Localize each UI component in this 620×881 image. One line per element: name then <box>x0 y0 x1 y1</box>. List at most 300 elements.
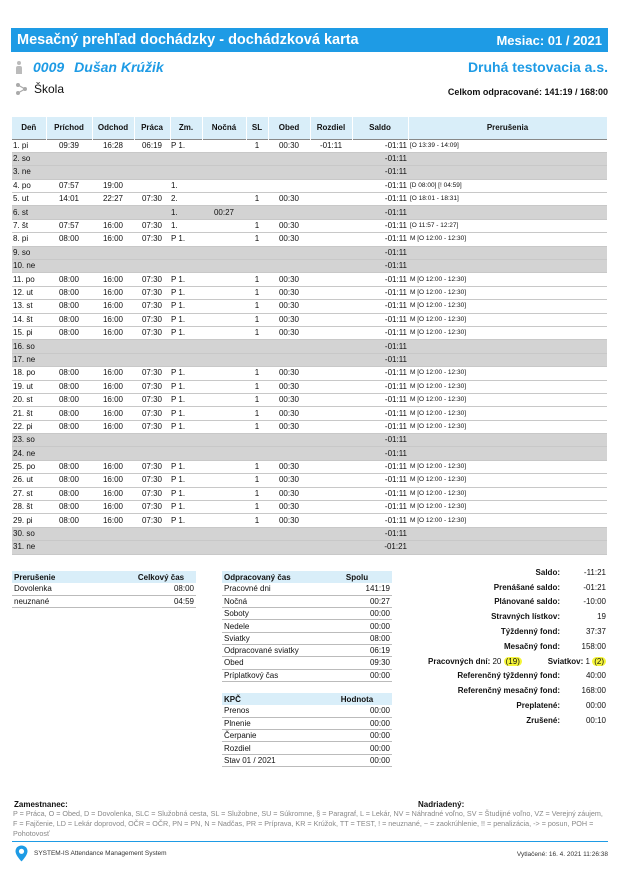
cell-lunch <box>268 447 310 460</box>
cell-in <box>46 260 92 273</box>
kpc-row <box>222 705 392 717</box>
cell-diff <box>310 474 352 487</box>
cell-day: 24. ne <box>12 447 46 460</box>
cell-night <box>202 514 246 527</box>
brand-text: SYSTEM-IS Attendance Management System <box>34 850 167 857</box>
cell-out: 19:00 <box>92 179 134 192</box>
cell-out: 16:00 <box>92 501 134 514</box>
attendance-table <box>12 117 608 555</box>
worked-value: 00:27 <box>322 595 392 607</box>
kpc-row <box>222 754 392 766</box>
cell-breaks <box>408 166 607 179</box>
cell-lunch: 00:30 <box>268 460 310 473</box>
cell-in <box>46 447 92 460</box>
cell-sl <box>246 527 268 540</box>
cell-lunch <box>268 166 310 179</box>
cell-out: 16:28 <box>92 139 134 152</box>
cell-diff <box>310 179 352 192</box>
cell-sl <box>246 166 268 179</box>
cell-shift <box>170 340 202 353</box>
cell-breaks <box>408 206 607 219</box>
cell-breaks <box>408 447 607 460</box>
cell-shift: P 1. <box>170 367 202 380</box>
cell-shift: 2. <box>170 193 202 206</box>
cell-saldo: -01:11 <box>352 286 408 299</box>
cell-day: 22. pi <box>12 420 46 433</box>
brand-footer <box>15 845 167 862</box>
cell-night <box>202 233 246 246</box>
worked-value: 06:19 <box>322 644 392 656</box>
cell-night <box>202 527 246 540</box>
cell-in <box>46 541 92 554</box>
cell-work: 07:30 <box>134 233 170 246</box>
worked-label: Obed <box>222 657 322 669</box>
cell-sl: 1 <box>246 193 268 206</box>
interruptions-row <box>12 595 196 607</box>
cell-breaks: [O 11:57 - 12:27] <box>408 219 607 232</box>
cell-work <box>134 152 170 165</box>
cell-breaks: M [O 12:00 - 12:30] <box>408 300 607 313</box>
cell-lunch: 00:30 <box>268 393 310 406</box>
cell-sl <box>246 260 268 273</box>
worked-header-name: Odpracovaný čas <box>222 571 322 583</box>
cell-diff: -01:11 <box>310 139 352 152</box>
summary-line <box>418 580 606 595</box>
cell-diff <box>310 260 352 273</box>
cell-sl: 1 <box>246 393 268 406</box>
summary-label: Referenčný týždenný fond: <box>457 671 560 681</box>
cell-night <box>202 326 246 339</box>
table-row <box>12 246 607 259</box>
cell-lunch <box>268 206 310 219</box>
cell-diff <box>310 447 352 460</box>
cell-sl <box>246 353 268 366</box>
cell-diff <box>310 219 352 232</box>
cell-saldo: -01:11 <box>352 380 408 393</box>
cell-sl <box>246 179 268 192</box>
cell-lunch: 00:30 <box>268 407 310 420</box>
cell-night <box>202 353 246 366</box>
cell-in: 08:00 <box>46 474 92 487</box>
cell-out <box>92 152 134 165</box>
cell-saldo: -01:11 <box>352 353 408 366</box>
kpc-value: 00:00 <box>322 730 392 742</box>
kpc-value: 00:00 <box>322 742 392 754</box>
cell-in: 08:00 <box>46 460 92 473</box>
cell-diff <box>310 286 352 299</box>
cell-in: 08:00 <box>46 286 92 299</box>
cell-breaks <box>408 434 607 447</box>
cell-lunch: 00:30 <box>268 367 310 380</box>
cell-diff <box>310 407 352 420</box>
cell-out <box>92 340 134 353</box>
cell-work: 07:30 <box>134 313 170 326</box>
cell-day: 14. št <box>12 313 46 326</box>
cell-diff <box>310 420 352 433</box>
cell-sl: 1 <box>246 367 268 380</box>
cell-day: 29. pi <box>12 514 46 527</box>
cell-diff <box>310 380 352 393</box>
worked-label: Sviatky <box>222 632 322 644</box>
cell-diff <box>310 501 352 514</box>
cell-breaks: [O 18:01 - 18:31] <box>408 193 607 206</box>
cell-shift: P 1. <box>170 380 202 393</box>
cell-work <box>134 434 170 447</box>
cell-diff <box>310 246 352 259</box>
worked-value: 00:00 <box>322 620 392 632</box>
cell-work: 07:30 <box>134 219 170 232</box>
cell-breaks: M [O 12:00 - 12:30] <box>408 420 607 433</box>
signature-row <box>14 800 608 809</box>
cell-out <box>92 206 134 219</box>
cell-day: 7. št <box>12 219 46 232</box>
cell-night <box>202 152 246 165</box>
interruptions-row <box>12 583 196 595</box>
cell-day: 31. ne <box>12 541 46 554</box>
table-row <box>12 326 607 339</box>
cell-in: 09:39 <box>46 139 92 152</box>
summary-value: 158:00 <box>581 641 606 651</box>
holidays-label: Sviatkov: <box>547 656 584 666</box>
footer-divider <box>12 841 608 842</box>
cell-diff <box>310 460 352 473</box>
cell-diff <box>310 367 352 380</box>
worked-row <box>222 620 392 632</box>
cell-out: 16:00 <box>92 474 134 487</box>
cell-shift: P 1. <box>170 420 202 433</box>
cell-shift <box>170 260 202 273</box>
cell-shift: P 1. <box>170 286 202 299</box>
table-row <box>12 514 607 527</box>
worked-row <box>222 608 392 620</box>
interruptions-table <box>12 571 196 608</box>
cell-out: 16:00 <box>92 393 134 406</box>
cell-breaks: M [O 12:00 - 12:30] <box>408 326 607 339</box>
summary-label: Referenčný mesačný fond: <box>457 686 560 696</box>
cell-diff <box>310 166 352 179</box>
table-row <box>12 447 607 460</box>
column-header: Odchod <box>92 117 134 139</box>
worked-value: 00:00 <box>322 669 392 681</box>
cell-in: 08:00 <box>46 487 92 500</box>
summary-value: 00:10 <box>585 715 606 725</box>
cell-saldo: -01:11 <box>352 206 408 219</box>
workdays-label: Pracovných dní: <box>428 656 491 666</box>
cell-saldo: -01:11 <box>352 219 408 232</box>
cell-in <box>46 246 92 259</box>
worked-label: Nočná <box>222 595 322 607</box>
cell-in: 08:00 <box>46 420 92 433</box>
cell-sl <box>246 447 268 460</box>
cell-diff <box>310 326 352 339</box>
cell-breaks: M [O 12:00 - 12:30] <box>408 367 607 380</box>
cell-day: 8. pi <box>12 233 46 246</box>
cell-shift: 1. <box>170 179 202 192</box>
table-header-row <box>12 117 607 139</box>
cell-out: 16:00 <box>92 367 134 380</box>
cell-saldo: -01:11 <box>352 434 408 447</box>
table-row <box>12 501 607 514</box>
cell-day: 2. so <box>12 152 46 165</box>
cell-night <box>202 313 246 326</box>
cell-out <box>92 447 134 460</box>
summary-line <box>418 565 606 580</box>
cell-saldo: -01:21 <box>352 541 408 554</box>
cell-out <box>92 353 134 366</box>
kpc-row <box>222 742 392 754</box>
cell-in: 08:00 <box>46 326 92 339</box>
cell-saldo: -01:11 <box>352 460 408 473</box>
cell-night <box>202 367 246 380</box>
cell-diff <box>310 233 352 246</box>
cell-breaks: M [O 12:00 - 12:30] <box>408 286 607 299</box>
cell-work: 07:30 <box>134 474 170 487</box>
worked-time-table <box>222 571 392 682</box>
cell-shift: P 1. <box>170 313 202 326</box>
cell-sl: 1 <box>246 407 268 420</box>
table-row <box>12 474 607 487</box>
holidays-value: 1 <box>585 656 590 666</box>
cell-work <box>134 260 170 273</box>
report-title: Mesačný prehľad dochádzky - dochádzková karta <box>17 32 359 48</box>
summary-value: 37:37 <box>585 627 606 637</box>
cell-sl <box>246 206 268 219</box>
cell-diff <box>310 340 352 353</box>
cell-saldo: -01:11 <box>352 300 408 313</box>
cell-out: 16:00 <box>92 286 134 299</box>
cell-night <box>202 487 246 500</box>
table-row <box>12 152 607 165</box>
table-row <box>12 260 607 273</box>
worked-label: Nedele <box>222 620 322 632</box>
cell-shift: P 1. <box>170 487 202 500</box>
cell-shift <box>170 166 202 179</box>
cell-day: 4. po <box>12 179 46 192</box>
cell-work: 07:30 <box>134 487 170 500</box>
cell-lunch <box>268 260 310 273</box>
cell-day: 27. st <box>12 487 46 500</box>
attendance-body <box>12 139 607 554</box>
column-header: SL <box>246 117 268 139</box>
cell-day: 30. so <box>12 527 46 540</box>
cell-in: 08:00 <box>46 380 92 393</box>
cell-breaks: M [O 12:00 - 12:30] <box>408 393 607 406</box>
supervisor-signature-label: Nadriadený: <box>418 800 465 809</box>
cell-saldo: -01:11 <box>352 139 408 152</box>
table-row <box>12 407 607 420</box>
cell-day: 21. št <box>12 407 46 420</box>
cell-night <box>202 260 246 273</box>
interruptions-value: 04:59 <box>126 595 196 607</box>
cell-day: 12. ut <box>12 286 46 299</box>
column-header: Obed <box>268 117 310 139</box>
cell-work <box>134 166 170 179</box>
cell-lunch: 00:30 <box>268 139 310 152</box>
cell-diff <box>310 393 352 406</box>
cell-diff <box>310 514 352 527</box>
worked-label: Odpracované sviatky <box>222 644 322 656</box>
cell-saldo: -01:11 <box>352 407 408 420</box>
cell-shift: P 1. <box>170 501 202 514</box>
cell-work: 07:30 <box>134 193 170 206</box>
cell-saldo: -01:11 <box>352 179 408 192</box>
cell-lunch <box>268 353 310 366</box>
abbreviation-legend: P = Práca, O = Obed, D = Dovolenka, SLC = Služobná cesta, SL = Služobne, SU = Súkromne, § = Paragraf, L = Lekár, NV = Náhradné voľno, SV = Študijné voľno, VZ = Verejný záujem, F = Fajčenie, LD = Lekár doprovod, OČR = OČR, PN = PN, N = Nadčas, PR = Príprava, KR = Krúžok, TT = TEST, ! = neuznané, ~ = zaokrúhlenie, !! = penalizácia, -> = posun, POH = Pohotovosť <box>13 809 603 838</box>
cell-day: 3. ne <box>12 166 46 179</box>
table-row <box>12 460 607 473</box>
column-header: Saldo <box>352 117 408 139</box>
cell-lunch <box>268 434 310 447</box>
cell-sl: 1 <box>246 286 268 299</box>
cell-saldo: -01:11 <box>352 514 408 527</box>
cell-saldo: -01:11 <box>352 260 408 273</box>
cell-day: 28. št <box>12 501 46 514</box>
cell-in <box>46 166 92 179</box>
cell-shift <box>170 447 202 460</box>
cell-lunch: 00:30 <box>268 501 310 514</box>
cell-in: 08:00 <box>46 393 92 406</box>
interruptions-header-time: Celkový čas <box>126 571 196 583</box>
cell-in <box>46 527 92 540</box>
cell-diff <box>310 527 352 540</box>
cell-lunch <box>268 340 310 353</box>
cell-saldo: -01:11 <box>352 326 408 339</box>
cell-work: 07:30 <box>134 286 170 299</box>
cell-day: 10. ne <box>12 260 46 273</box>
cell-day: 11. po <box>12 273 46 286</box>
summary-label: Prenášané saldo: <box>493 582 560 592</box>
cell-work <box>134 340 170 353</box>
cell-work: 07:30 <box>134 460 170 473</box>
cell-work: 07:30 <box>134 407 170 420</box>
cell-lunch: 00:30 <box>268 514 310 527</box>
cell-shift: P 1. <box>170 139 202 152</box>
cell-saldo: -01:11 <box>352 474 408 487</box>
table-row <box>12 527 607 540</box>
cell-out <box>92 260 134 273</box>
kpc-row <box>222 717 392 729</box>
summary-line <box>418 609 606 624</box>
cell-sl <box>246 434 268 447</box>
cell-breaks: M [O 12:00 - 12:30] <box>408 487 607 500</box>
worked-row <box>222 669 392 681</box>
cell-lunch: 00:30 <box>268 286 310 299</box>
cell-sl: 1 <box>246 313 268 326</box>
interruptions-value: 08:00 <box>126 583 196 595</box>
cell-shift: 1. <box>170 206 202 219</box>
cell-breaks: M [O 12:00 - 12:30] <box>408 514 607 527</box>
cell-breaks: M [O 12:00 - 12:30] <box>408 474 607 487</box>
cell-night <box>202 434 246 447</box>
table-row <box>12 434 607 447</box>
summary-label: Preplatené: <box>516 701 560 711</box>
cell-work <box>134 541 170 554</box>
cell-work <box>134 447 170 460</box>
interruptions-header-name: Prerušenie <box>12 571 126 583</box>
cell-work: 07:30 <box>134 300 170 313</box>
total-worked: Celkom odpracované: 141:19 / 168:00 <box>447 87 608 97</box>
cell-out <box>92 434 134 447</box>
cell-breaks: M [O 12:00 - 12:30] <box>408 380 607 393</box>
cell-sl: 1 <box>246 487 268 500</box>
cell-shift: P 1. <box>170 300 202 313</box>
summary-value: -10:00 <box>583 597 606 607</box>
cell-lunch: 00:30 <box>268 474 310 487</box>
cell-diff <box>310 193 352 206</box>
cell-breaks <box>408 340 607 353</box>
kpc-row <box>222 730 392 742</box>
worked-label: Príplatkový čas <box>222 669 322 681</box>
cell-work <box>134 353 170 366</box>
cell-in: 07:57 <box>46 179 92 192</box>
report-month: Mesiac: 01 / 2021 <box>496 32 602 48</box>
kpc-header-value: Hodnota <box>322 693 392 705</box>
cell-lunch <box>268 527 310 540</box>
summary-value: -01:21 <box>583 582 606 592</box>
org-tree-icon <box>14 82 28 96</box>
kpc-table <box>222 693 392 767</box>
kpc-value: 00:00 <box>322 705 392 717</box>
worked-row <box>222 657 392 669</box>
cell-day: 5. ut <box>12 193 46 206</box>
summary-label: Saldo: <box>535 567 560 577</box>
cell-shift: P 1. <box>170 460 202 473</box>
cell-lunch <box>268 541 310 554</box>
kpc-label: Plnenie <box>222 717 322 729</box>
workdays-planned: (19) <box>505 656 520 666</box>
worked-row <box>222 583 392 595</box>
cell-day: 25. po <box>12 460 46 473</box>
cell-diff <box>310 313 352 326</box>
cell-work: 07:30 <box>134 393 170 406</box>
summary-value: 00:00 <box>585 701 606 711</box>
kpc-label: Rozdiel <box>222 742 322 754</box>
cell-night <box>202 139 246 152</box>
cell-lunch: 00:30 <box>268 300 310 313</box>
cell-breaks: M [O 12:00 - 12:30] <box>408 233 607 246</box>
cell-work <box>134 246 170 259</box>
cell-day: 19. ut <box>12 380 46 393</box>
cell-sl: 1 <box>246 474 268 487</box>
table-row <box>12 340 607 353</box>
interruptions-label: neuznané <box>12 595 126 607</box>
cell-night <box>202 501 246 514</box>
table-row <box>12 380 607 393</box>
cell-work: 07:30 <box>134 326 170 339</box>
cell-diff <box>310 353 352 366</box>
cell-out: 16:00 <box>92 300 134 313</box>
table-row <box>12 487 607 500</box>
cell-lunch <box>268 246 310 259</box>
cell-work: 06:19 <box>134 139 170 152</box>
interruptions-label: Dovolenka <box>12 583 126 595</box>
worked-row <box>222 595 392 607</box>
company-name: Druhá testovacia a.s. <box>467 59 608 75</box>
summary-value: -11:21 <box>583 567 606 577</box>
cell-night <box>202 407 246 420</box>
kpc-value: 00:00 <box>322 717 392 729</box>
cell-lunch: 00:30 <box>268 380 310 393</box>
cell-shift <box>170 246 202 259</box>
table-row <box>12 273 607 286</box>
cell-out: 16:00 <box>92 460 134 473</box>
column-header: Rozdiel <box>310 117 352 139</box>
cell-night <box>202 193 246 206</box>
table-row <box>12 300 607 313</box>
cell-in: 08:00 <box>46 367 92 380</box>
table-row <box>12 313 607 326</box>
summary-value: 168:00 <box>581 686 606 696</box>
